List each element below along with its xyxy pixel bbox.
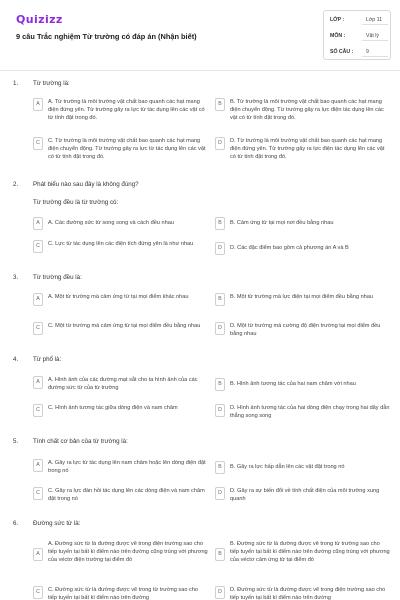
option-letter-badge: B — [215, 548, 225, 561]
meta-count-value: 9 — [366, 49, 369, 55]
meta-subject-value: Vật lý — [366, 33, 379, 39]
option-letter-badge: B — [215, 217, 225, 230]
option-text: C. Từ trường là môi trường vật chất bao quanh các hạt mang điện chuyển động. Từ trường gây ra lực từ tác dụng lên các vật có từ tính đặt trong đó. — [48, 138, 206, 161]
option-letter-badge: C — [33, 586, 43, 599]
question-number: 1. — [13, 80, 19, 87]
meta-class-row — [330, 14, 390, 26]
option-text: C. Hình ảnh tương tác giữa dòng điện và nam châm — [48, 405, 178, 411]
option-text: B. Gây ra lực hấp dẫn lên các vật đặt trong nó — [230, 464, 345, 470]
meta-info-box — [323, 10, 391, 60]
worksheet-header — [0, 0, 400, 70]
option-letter-badge: C — [33, 487, 43, 500]
option-letter-badge: A — [33, 217, 43, 230]
option-letter-badge: B — [215, 98, 225, 111]
question-number: 4. — [13, 356, 19, 363]
option-text: D. Một từ trường mà cường độ điện trường tại mọi điểm đều bằng nhau — [230, 323, 381, 338]
option-text: D. Từ trường là môi trường vật chất bao quanh các hạt mang điện đứng yên. Từ trường gây ra lực điện tác dụng lên các vật có từ tính đặt trong đó. — [230, 138, 385, 161]
option-letter-badge: C — [33, 404, 43, 417]
question-subtext: Từ trường đều là từ trường có: — [33, 199, 119, 206]
option-letter-badge: D — [215, 487, 225, 500]
option-text: C. Một từ trường mà cảm ứng từ tại mọi điểm đều bằng nhau — [48, 323, 201, 329]
option-letter-badge: A — [33, 459, 43, 472]
meta-subject-label: MÔN : — [330, 33, 346, 39]
option-text: B. Một từ trường mà lực điện tại mọi điểm đều bằng nhau — [230, 294, 374, 300]
question-number: 5. — [13, 438, 19, 445]
question-text: Từ trường là: — [33, 80, 70, 87]
option-text: C. Lực từ tác dụng lên các điện tích đứng yên là như nhau — [48, 241, 194, 247]
option-letter-badge: D — [215, 137, 225, 150]
option-letter-badge: C — [33, 322, 43, 335]
option-letter-badge: B — [215, 378, 225, 391]
option-letter-badge: B — [215, 293, 225, 306]
option-text: A. Từ trường là môi trường vật chất bao quanh các hạt mang điện đứng yên. Từ trường gây ra lực từ tác dụng lên các vật có từ tính đặt trong đó. — [48, 99, 205, 122]
option-letter-badge: C — [33, 137, 43, 150]
question-text: Tính chất cơ bản của từ trường là: — [33, 438, 128, 445]
option-letter-badge: A — [33, 548, 43, 561]
option-text: D. Gây ra sự biến đổi về tính chất điện của môi trường xung quanh — [230, 488, 380, 503]
question-text: Từ trường đều là: — [33, 274, 82, 281]
question-number: 3. — [13, 274, 19, 281]
option-letter-badge: A — [33, 98, 43, 111]
option-letter-badge: D — [215, 586, 225, 599]
option-text: C. Gây ra lực đàn hồi tác dụng lên các dòng điện và nam châm đặt trong nó — [48, 488, 205, 503]
option-text: A. Gây ra lực từ tác dụng lên nam châm hoặc lên dòng điện đặt trong nó — [48, 460, 206, 475]
question-number: 6. — [13, 520, 19, 527]
question-number: 2. — [13, 181, 19, 188]
option-letter-badge: D — [215, 404, 225, 417]
option-text: B. Hình ảnh tương tác của hai nam châm với nhau — [230, 381, 356, 387]
option-text: D. Đường sức từ là đường được vẽ trong điện trường sao cho tiếp tuyến tại bất kì điểm nào trên đường — [230, 587, 386, 600]
option-text: B. Cảm ứng từ tại mọi nơi đều bằng nhau — [230, 220, 334, 226]
meta-class-value: Lớp 11 — [366, 17, 382, 23]
meta-count-row — [330, 46, 390, 58]
option-text: C. Đường sức từ là đường được vẽ trong từ trường sao cho tiếp tuyến tại bất kì điểm nào trên đường — [48, 587, 199, 600]
option-letter-badge: B — [215, 461, 225, 474]
option-letter-badge: C — [33, 240, 43, 253]
option-letter-badge: D — [215, 322, 225, 335]
quizizz-logo: Quizizz — [16, 13, 63, 26]
option-text: A. Hình ảnh của các đường mạt sắt cho ta hình ảnh của các đường sức từ của từ trường — [48, 377, 198, 392]
question-text: Từ phổ là: — [33, 356, 62, 363]
option-text: D. Hình ảnh tương tác của hai dòng điện chạy trong hai dây dẫn thẳng song song — [230, 405, 390, 420]
meta-subject-row — [330, 30, 390, 42]
question-text: Phát biểu nào sau đây là không đúng? — [33, 181, 139, 188]
option-text: A. Các đường sức từ song song và cách đều nhau — [48, 220, 174, 226]
option-text: B. Từ trường là môi trường vật chất bao quanh các hạt mang điện chuyển động. Từ trường gây ra lực điện tác dụng lên các vật có từ tính đặt trong đó. — [230, 99, 384, 122]
meta-count-label: SỐ CÂU : — [330, 49, 354, 55]
header-divider — [0, 70, 400, 71]
option-text: D. Các đặc điểm bao gồm cả phương án A và B — [230, 245, 349, 251]
option-letter-badge: A — [33, 376, 43, 389]
question-text: Đường sức từ là: — [33, 520, 81, 527]
meta-class-label: LỚP : — [330, 17, 345, 23]
option-text: B. Đường sức từ là đường được vẽ trong từ trường sao cho tiếp tuyến tại bất kì điểm nào trên đường cũng trùng với phương của véctơ cảm ứng từ tại điểm đó — [230, 541, 390, 564]
option-letter-badge: A — [33, 293, 43, 306]
worksheet-title: 9 câu Trắc nghiệm Từ trường có đáp án (Nhận biết) — [16, 32, 197, 41]
option-letter-badge: D — [215, 242, 225, 255]
option-text: A. Đường sức từ là đường được vẽ trong điện trường sao cho tiếp tuyến tại bất kì điểm nào trên đường cũng trùng với phương của véctơ điện trường tại điểm đó — [48, 541, 208, 564]
option-text: A. Một từ trường mà cảm ứng từ tại mọi điểm khác nhau — [48, 294, 189, 300]
